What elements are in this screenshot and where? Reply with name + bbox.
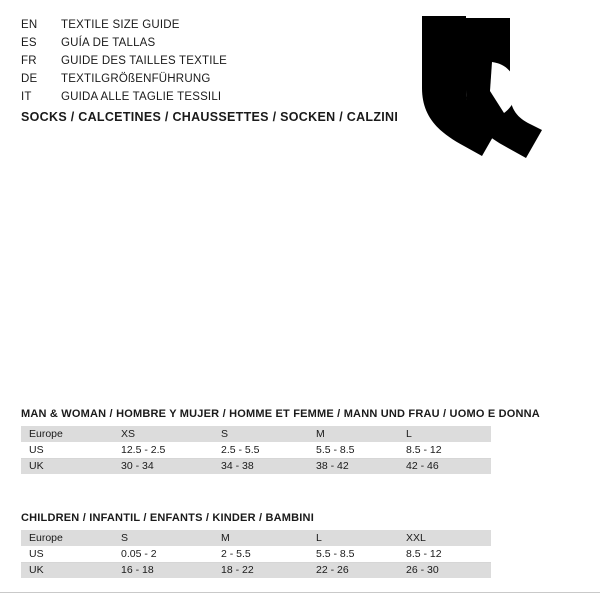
table-row: [21, 442, 491, 458]
table-cell: 5.5 - 8.5: [308, 546, 398, 562]
table-cell: 2.5 - 5.5: [213, 442, 308, 458]
language-row: [21, 70, 381, 88]
children-size-table: [21, 530, 491, 578]
table-cell: Europe: [21, 426, 113, 442]
table-cell: 0.05 - 2: [113, 546, 213, 562]
table-cell: 5.5 - 8.5: [308, 442, 398, 458]
table-cell: 34 - 38: [213, 458, 308, 474]
table-cell: Europe: [21, 530, 113, 546]
table-cell: M: [213, 530, 308, 546]
men-women-table-block: [21, 408, 579, 474]
table-cell: 22 - 26: [308, 562, 398, 578]
men-women-size-table: [21, 426, 491, 474]
table-cell: 2 - 5.5: [213, 546, 308, 562]
language-code: DE: [21, 73, 38, 85]
table-cell: XXL: [398, 530, 491, 546]
table-cell: 30 - 34: [113, 458, 213, 474]
men-women-table-title: MAN & WOMAN / HOMBRE Y MUJER / HOMME ET FEMME / MANN UND FRAU / UOMO E DONNA: [21, 408, 540, 420]
socks-illustration: [406, 14, 576, 174]
table-row: [21, 530, 491, 546]
language-code: EN: [21, 19, 38, 31]
table-cell: S: [213, 426, 308, 442]
bottom-divider: [0, 592, 600, 593]
language-row: [21, 16, 381, 34]
table-cell: 38 - 42: [308, 458, 398, 474]
language-label: GUÍA DE TALLAS: [61, 37, 156, 49]
language-label: TEXTILE SIZE GUIDE: [61, 19, 180, 31]
table-cell: 42 - 46: [398, 458, 491, 474]
table-cell: US: [21, 442, 113, 458]
product-category-title: SOCKS / CALCETINES / CHAUSSETTES / SOCKEN / CALZINI: [21, 110, 399, 124]
table-row: [21, 458, 491, 474]
language-code: FR: [21, 55, 37, 67]
table-row: [21, 546, 491, 562]
table-cell: 16 - 18: [113, 562, 213, 578]
table-cell: S: [113, 530, 213, 546]
language-code: IT: [21, 91, 32, 103]
table-cell: 12.5 - 2.5: [113, 442, 213, 458]
table-cell: M: [308, 426, 398, 442]
table-cell: UK: [21, 562, 113, 578]
table-row: [21, 562, 491, 578]
table-cell: 8.5 - 12: [398, 546, 491, 562]
language-row: [21, 88, 381, 106]
children-table-title: CHILDREN / INFANTIL / ENFANTS / KINDER / BAMBINI: [21, 512, 314, 524]
language-label: TEXTILGRÖßENFÜHRUNG: [61, 73, 211, 85]
language-code: ES: [21, 37, 37, 49]
table-cell: UK: [21, 458, 113, 474]
language-row: [21, 34, 381, 52]
language-row: [21, 52, 381, 70]
language-label: GUIDA ALLE TAGLIE TESSILI: [61, 91, 222, 103]
table-cell: L: [398, 426, 491, 442]
table-cell: 8.5 - 12: [398, 442, 491, 458]
table-cell: 26 - 30: [398, 562, 491, 578]
table-row: [21, 426, 491, 442]
table-cell: XS: [113, 426, 213, 442]
language-label: GUIDE DES TAILLES TEXTILE: [61, 55, 228, 67]
language-list: [21, 16, 381, 106]
table-cell: L: [308, 530, 398, 546]
table-cell: US: [21, 546, 113, 562]
table-cell: 18 - 22: [213, 562, 308, 578]
children-table-block: [21, 512, 579, 578]
